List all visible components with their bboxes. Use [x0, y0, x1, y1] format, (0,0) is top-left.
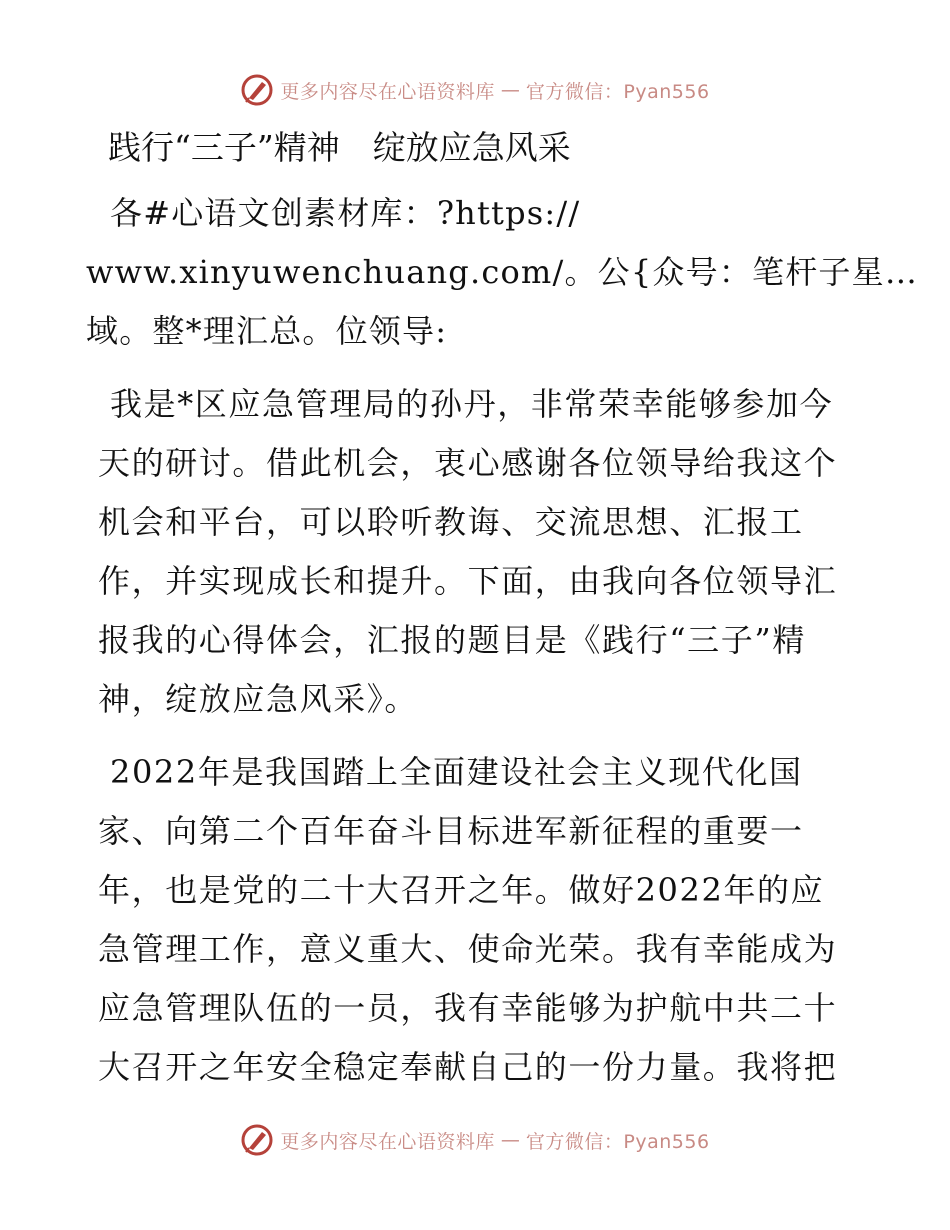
watermark-separator: — — [500, 79, 520, 101]
document-body — [86, 120, 919, 1111]
watermark-text: 更多内容尽在心语资料库 — [280, 1130, 495, 1153]
footer-watermark — [0, 1120, 950, 1160]
body-paragraph: 2022年是我国踏上全面建设社会主义现代化国家、向第二个百年奋斗目标进军新征程的重要一年，也是党的二十大召开之年。做好2022年的应急管理工作，意义重大、使命光荣。我有幸能成为应急管理队伍的一员，我有幸能够为护航中共二十大召开之年安全稳定奉献自己的一份力量。我将把 — [98, 753, 838, 1086]
intro-line: www.xinyuwenchuang.com/。公{众号：笔杆子星… — [86, 253, 919, 291]
body-paragraph: 我是*区应急管理局的孙丹，非常荣幸能够参加今天的研讨。借此机会，衷心感谢各位领导给我这个机会和平台，可以聆听教诲、交流思想、汇报工作，并实现成长和提升。下面，由我向各位领导汇报我的心得体会，汇报的题目是《践行“三子”精神，绽放应急风采》。 — [98, 385, 838, 718]
quill-pen-logo-icon — [240, 73, 274, 107]
document-title: 践行“三子”精神 绽放应急风采 — [108, 128, 571, 167]
intro-paragraph — [86, 184, 919, 361]
watermark-suffix: 官方微信：Pyan556 — [525, 80, 710, 103]
header-watermark — [0, 70, 950, 110]
intro-line: 各#心语文创素材库：?https:// — [110, 194, 581, 232]
watermark-text: 更多内容尽在心语资料库 — [280, 80, 495, 103]
watermark-suffix: 官方微信：Pyan556 — [525, 1130, 710, 1153]
intro-line: 域。整*理汇总。位领导: — [86, 312, 448, 350]
quill-pen-logo-icon — [240, 1123, 274, 1157]
watermark-separator: — — [500, 1129, 520, 1151]
